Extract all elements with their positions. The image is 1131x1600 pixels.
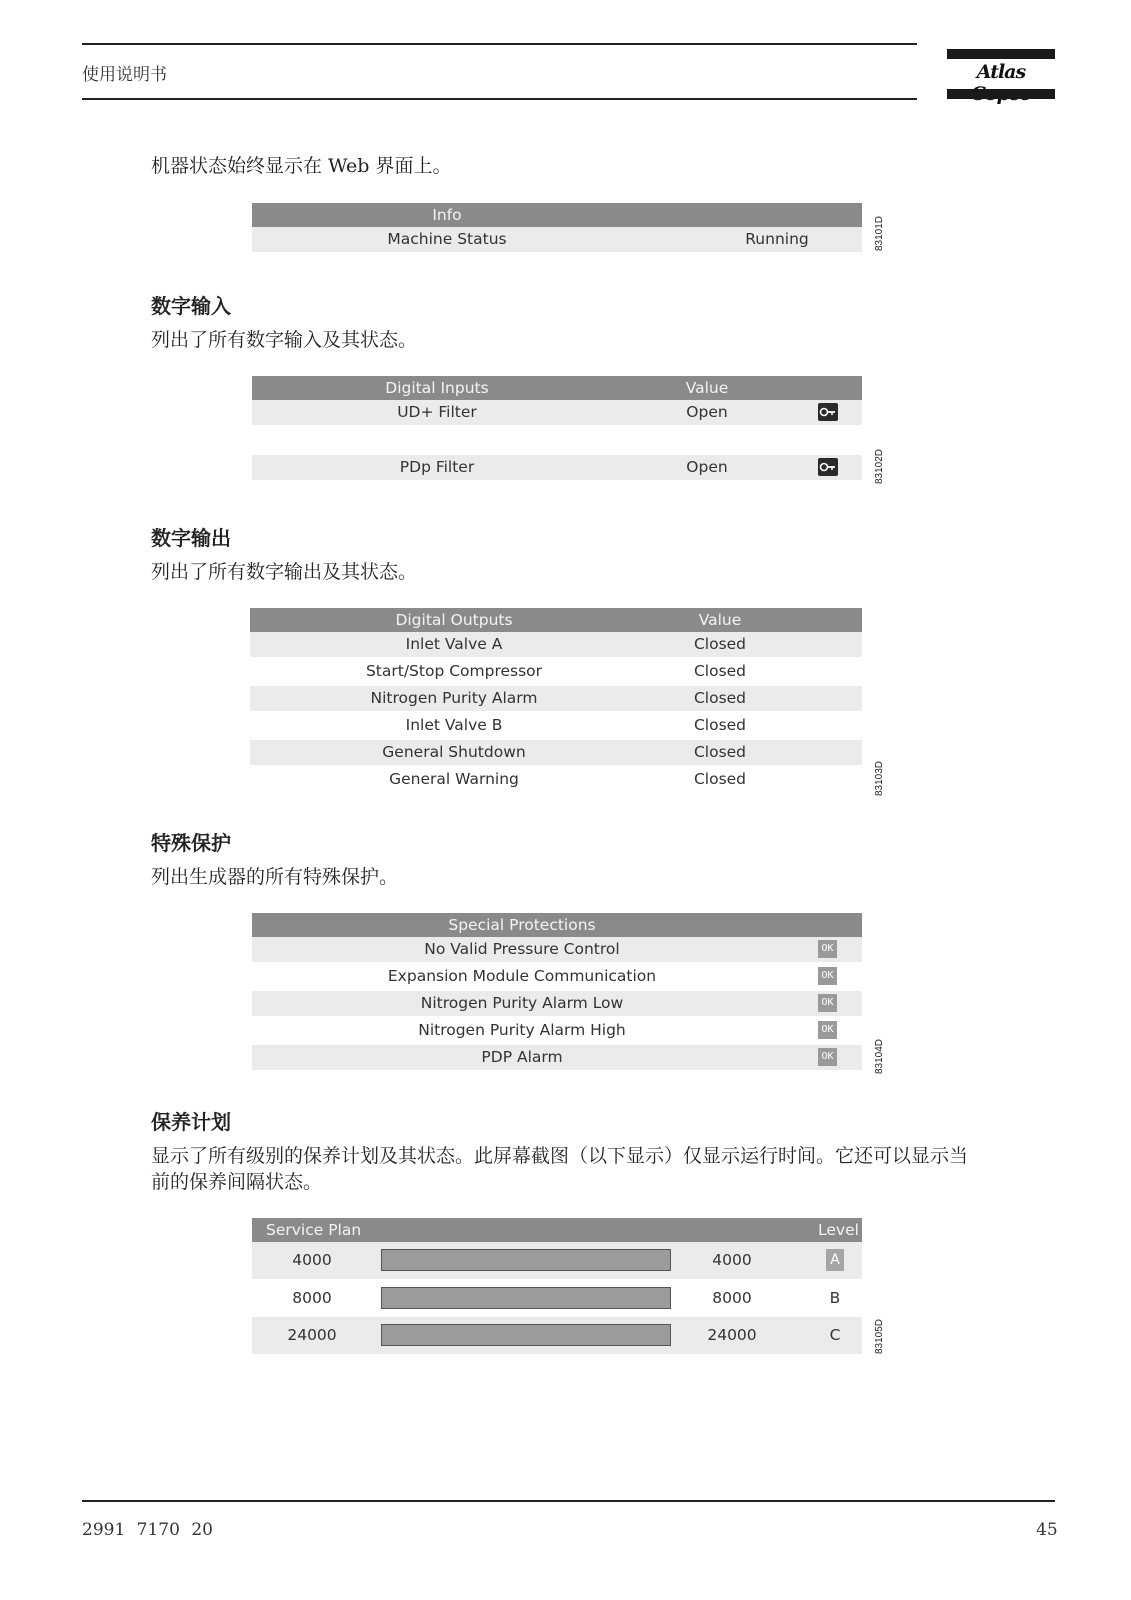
ok-status-icon: OK (818, 994, 837, 1012)
table-row (250, 686, 862, 711)
output-label: General Shutdown (382, 743, 526, 761)
service-plan-row (252, 1317, 862, 1354)
protection-label: Nitrogen Purity Alarm Low (420, 994, 624, 1012)
digital-outputs-header (250, 608, 862, 632)
table-row (252, 455, 862, 480)
figure-number: 83101D (874, 215, 885, 251)
service-plan-heading: 保养计划 (151, 1110, 231, 1134)
digital-outputs-col-label: Digital Outputs (395, 611, 513, 629)
table-row (252, 991, 862, 1016)
service-level: B (829, 1289, 841, 1307)
wrench-icon[interactable] (818, 458, 838, 476)
figure-number: 83104D (874, 1038, 885, 1074)
table-row (250, 713, 862, 738)
header-title: 使用说明书 (82, 65, 167, 85)
protection-label: Expansion Module Communication (387, 967, 657, 985)
digital-outputs-panel (250, 608, 862, 798)
wrench-icon[interactable] (818, 403, 838, 421)
special-protections-heading: 特殊保护 (151, 831, 231, 855)
ok-status-icon: OK (818, 1021, 837, 1039)
digital-outputs-heading: 数字输出 (151, 526, 231, 550)
service-plan-panel (252, 1218, 862, 1356)
info-panel (252, 203, 862, 251)
table-row (250, 767, 862, 792)
service-plan-col-level: Level (818, 1221, 859, 1239)
service-plan-col-label: Service Plan (266, 1221, 362, 1239)
input-label: PDp Filter (399, 458, 475, 476)
service-progress-bar (381, 1249, 671, 1271)
service-remaining: 4000 (712, 1251, 752, 1269)
digital-inputs-panel (252, 376, 862, 486)
input-label: UD+ Filter (397, 403, 477, 421)
service-progress-bar (381, 1287, 671, 1309)
table-row (252, 1045, 862, 1070)
service-plan-desc-line1: 显示了所有级别的保养计划及其状态。此屏幕截图（以下显示）仅显示运行时间。它还可以显示当 (151, 1145, 969, 1167)
table-row (250, 632, 862, 657)
special-protections-header (252, 913, 862, 937)
intro-text: 机器状态始终显示在 Web 界面上。 (151, 155, 452, 177)
service-interval: 8000 (292, 1289, 332, 1307)
service-interval: 4000 (292, 1251, 332, 1269)
special-protections-desc: 列出生成器的所有特殊保护。 (151, 866, 399, 888)
output-label: Nitrogen Purity Alarm (370, 689, 538, 707)
figure-number: 83105D (874, 1318, 885, 1354)
output-value: Closed (693, 743, 747, 761)
special-protections-col-label: Special Protections (448, 916, 596, 934)
table-row (250, 659, 862, 684)
protection-label: Nitrogen Purity Alarm High (418, 1021, 626, 1039)
service-level: C (829, 1326, 841, 1344)
service-plan-desc-line2: 前的保养间隔状态。 (151, 1171, 323, 1193)
digital-inputs-col-label: Digital Inputs (385, 379, 489, 397)
digital-inputs-header (252, 376, 862, 400)
protection-label: PDP Alarm (481, 1048, 563, 1066)
protection-label: No Valid Pressure Control (424, 940, 620, 958)
info-header-label: Info (432, 206, 462, 224)
output-label: Start/Stop Compressor (365, 662, 543, 680)
info-panel-header (252, 203, 862, 227)
figure-number: 83103D (874, 760, 885, 796)
table-row (252, 1018, 862, 1043)
digital-outputs-col-value: Value (698, 611, 742, 629)
table-row (252, 400, 862, 425)
digital-inputs-col-value: Value (685, 379, 729, 397)
table-row (252, 227, 862, 252)
ok-status-icon: OK (818, 967, 837, 985)
output-label: Inlet Valve A (405, 635, 503, 653)
output-value: Closed (693, 770, 747, 788)
service-remaining: 8000 (712, 1289, 752, 1307)
output-label: General Warning (389, 770, 519, 788)
doc-number: 2991 7170 20 (82, 1520, 213, 1540)
machine-status-value: Running (745, 230, 809, 248)
ok-status-icon: OK (818, 1048, 837, 1066)
header-top-rule (82, 43, 917, 45)
output-label: Inlet Valve B (405, 716, 503, 734)
special-protections-panel (252, 913, 862, 1073)
service-plan-row (252, 1279, 862, 1317)
service-plan-row (252, 1242, 862, 1279)
output-value: Closed (693, 716, 747, 734)
header-bottom-rule (82, 98, 917, 100)
service-progress-bar (381, 1324, 671, 1346)
output-value: Closed (693, 635, 747, 653)
atlas-copco-logo: Atlas (947, 49, 1055, 99)
service-plan-header (252, 1218, 862, 1242)
table-row (252, 937, 862, 962)
page-number: 45 (1036, 1520, 1058, 1540)
table-row (250, 740, 862, 765)
service-level-badge: A (826, 1249, 844, 1271)
footer-rule (82, 1500, 1055, 1502)
digital-outputs-desc: 列出了所有数字输出及其状态。 (151, 561, 418, 583)
machine-status-label: Machine Status (387, 230, 507, 248)
figure-number: 83102D (874, 448, 885, 484)
digital-inputs-desc: 列出了所有数字输入及其状态。 (151, 329, 418, 351)
input-value: Open (686, 458, 728, 476)
digital-inputs-heading: 数字输入 (151, 294, 231, 318)
output-value: Closed (693, 662, 747, 680)
service-interval: 24000 (287, 1326, 337, 1344)
output-value: Closed (693, 689, 747, 707)
table-row (252, 964, 862, 989)
input-value: Open (686, 403, 728, 421)
service-remaining: 24000 (707, 1326, 757, 1344)
ok-status-icon: OK (818, 940, 837, 958)
